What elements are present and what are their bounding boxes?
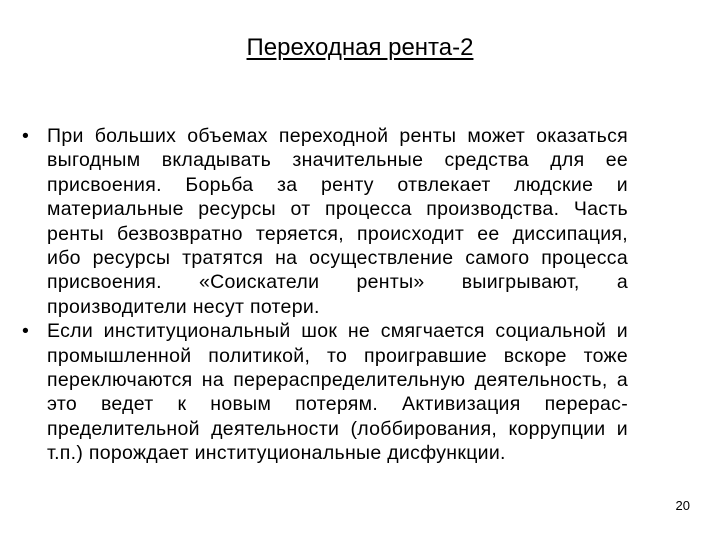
- bullet-text: При больших объемах переходной ренты может оказаться выгодным вкладывать значительные средства для ее присвоения. Борьба за ренту отвлекает людские и материальные ресурсы от процесса производства. Часть ренты безвозвратно теряется, происходит ее диссипация, ибо ресурсы тратятся на осуществление самого процесса присвоения. «Соискатели ренты» выигрывают, а производители несут потери.: [47, 125, 628, 318]
- bullet-text: Если институциональный шок не смягчается социальной и промышленной политикой, то проигравшие вскоре тоже переключаются на перераспределительную деятельность, а это ведет к новым потерям. Активизация перерас-пределительной деятельности (лоббирования, коррупции и т.п.) порождает институциональные дисфункции.: [47, 320, 628, 465]
- page-number: 20: [675, 498, 690, 513]
- bullet-marker-icon: •: [22, 125, 30, 147]
- bullet-list: [22, 124, 628, 466]
- bullet-marker-icon: •: [22, 320, 30, 343]
- bullet-item: [22, 124, 628, 319]
- bullet-item: [22, 319, 628, 465]
- slide-title: Переходная рента-2: [246, 34, 474, 61]
